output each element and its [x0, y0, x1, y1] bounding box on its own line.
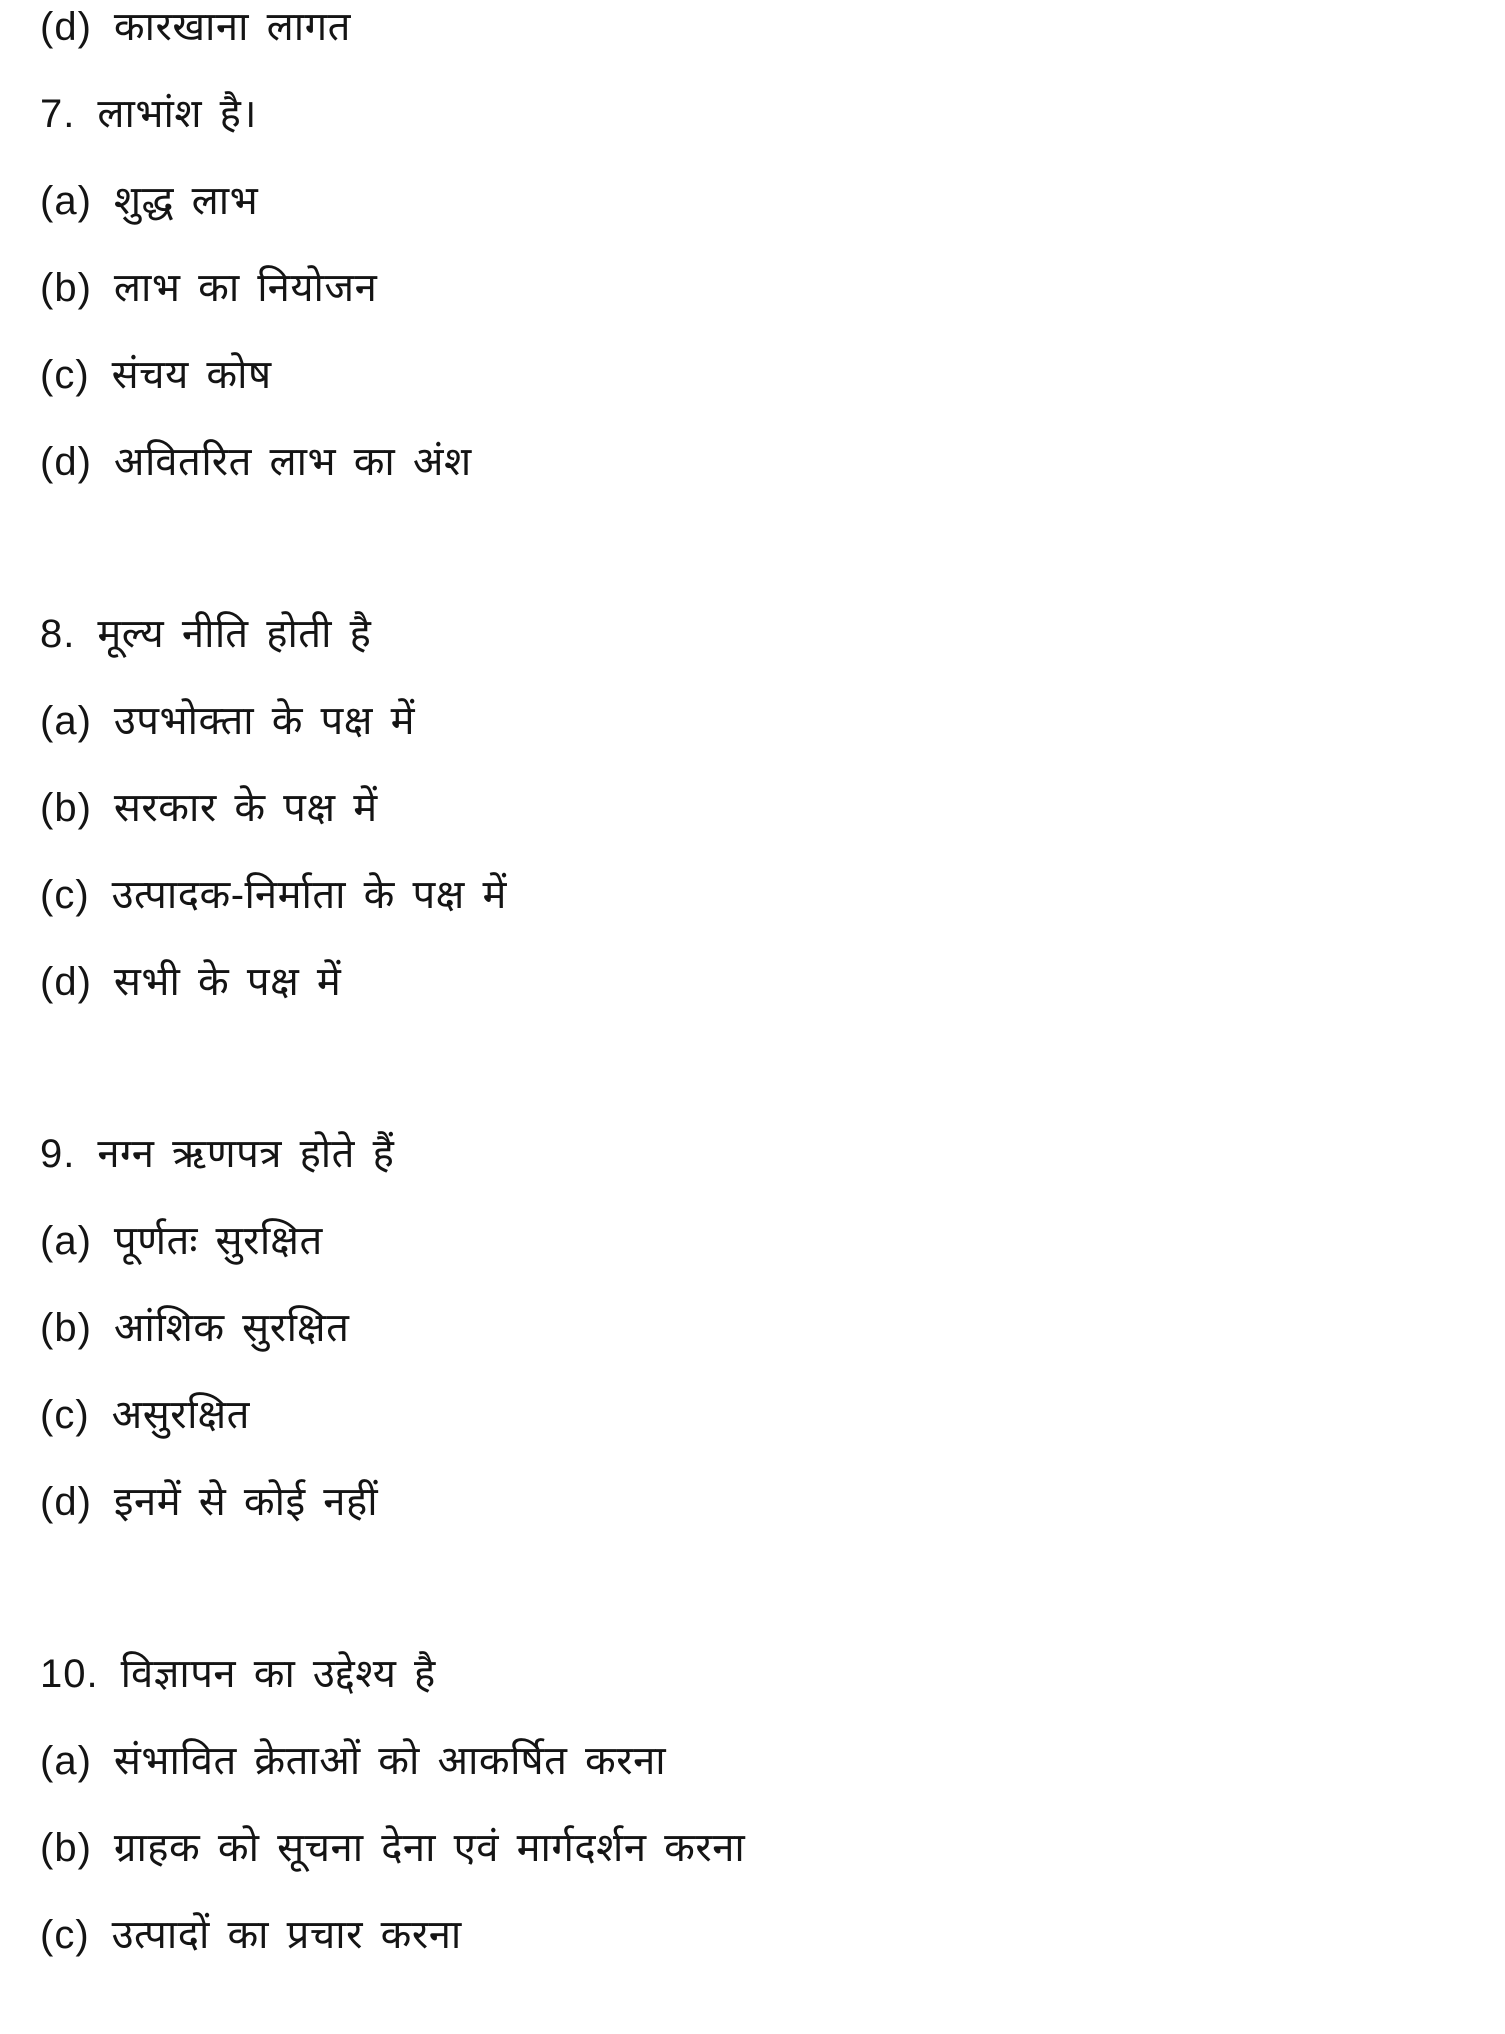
option-line — [40, 1216, 1475, 1303]
option-line — [40, 870, 1475, 957]
option-text: लाभ का नियोजन — [113, 266, 378, 310]
option-line — [40, 1477, 1475, 1564]
option-text: उपभोक्ता के पक्ष में — [113, 699, 415, 743]
option-marker: (a) — [40, 179, 92, 223]
option-text: इनमें से कोई नहीं — [113, 1480, 379, 1524]
question-line — [40, 89, 1475, 176]
option-text: आंशिक सुरक्षित — [113, 1306, 350, 1350]
question-text: नग्न ऋणपत्र होते हैं — [97, 1132, 395, 1176]
option-marker: (b) — [40, 266, 92, 310]
option-marker: (c) — [40, 1393, 90, 1437]
question-text: मूल्य नीति होती है — [97, 612, 372, 656]
option-text: सभी के पक्ष में — [113, 960, 342, 1004]
option-text: असुरक्षित — [111, 1393, 250, 1437]
option-marker: (c) — [40, 873, 90, 917]
question-9-block — [40, 1129, 1475, 1564]
option-text: संभावित क्रेताओं को आकर्षित करना — [113, 1739, 667, 1783]
option-text: पूर्णतः सुरक्षित — [113, 1219, 323, 1263]
option-line — [40, 1390, 1475, 1477]
option-line — [40, 437, 1475, 524]
option-marker: (d) — [40, 440, 92, 484]
question-line — [40, 1649, 1475, 1736]
option-text: उत्पादक-निर्माता के पक्ष में — [111, 873, 507, 917]
question-10-block — [40, 1649, 1475, 1997]
question-number: 10. — [40, 1652, 99, 1696]
option-text: अवितरित लाभ का अंश — [113, 440, 472, 484]
question-7-block — [40, 89, 1475, 524]
option-marker: (b) — [40, 786, 92, 830]
option-text: संचय कोष — [111, 353, 272, 397]
option-line — [40, 696, 1475, 783]
option-line — [40, 2, 1475, 89]
question-8-block — [40, 609, 1475, 1044]
option-line — [40, 1910, 1475, 1997]
option-marker: (d) — [40, 1480, 92, 1524]
option-line — [40, 783, 1475, 870]
option-marker: (a) — [40, 1219, 92, 1263]
option-text: ग्राहक को सूचना देना एवं मार्गदर्शन करना — [113, 1826, 746, 1870]
question-line — [40, 609, 1475, 696]
question-number: 8. — [40, 612, 76, 656]
option-marker: (b) — [40, 1826, 92, 1870]
question-text: विज्ञापन का उद्देश्य है — [120, 1652, 436, 1696]
option-line — [40, 957, 1475, 1044]
option-marker: (d) — [40, 960, 92, 1004]
option-marker: (a) — [40, 1739, 92, 1783]
option-line — [40, 1303, 1475, 1390]
option-marker: (d) — [40, 5, 92, 49]
question-6-options-continued — [40, 2, 1475, 89]
option-text: शुद्ध लाभ — [113, 179, 259, 223]
option-marker: (a) — [40, 699, 92, 743]
option-text: उत्पादों का प्रचार करना — [111, 1913, 462, 1957]
option-marker: (c) — [40, 1913, 90, 1957]
question-number: 7. — [40, 92, 76, 136]
question-line — [40, 1129, 1475, 1216]
option-line — [40, 350, 1475, 437]
option-line — [40, 1823, 1475, 1910]
question-text: लाभांश है। — [97, 92, 258, 136]
option-marker: (b) — [40, 1306, 92, 1350]
option-line — [40, 176, 1475, 263]
option-line — [40, 1736, 1475, 1823]
option-text: कारखाना लागत — [113, 5, 351, 49]
option-marker: (c) — [40, 353, 90, 397]
option-text: सरकार के पक्ष में — [113, 786, 378, 830]
option-line — [40, 263, 1475, 350]
question-number: 9. — [40, 1132, 76, 1176]
